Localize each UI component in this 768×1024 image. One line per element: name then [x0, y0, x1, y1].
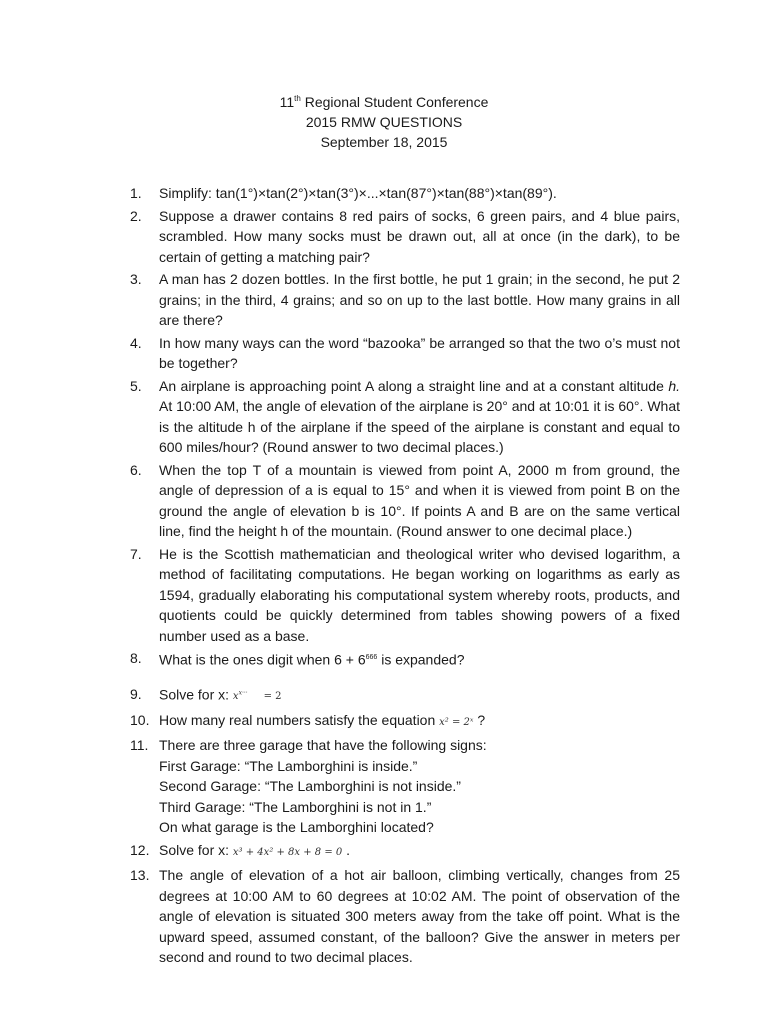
question-number: 11.: [130, 737, 149, 754]
garage-sign-3: Third Garage: “The Lamborghini is not in 1.”: [159, 798, 432, 815]
question-number: 9.: [130, 686, 142, 703]
question-number: 3.: [130, 271, 142, 287]
garage-sign-1: First Garage: “The Lamborghini is inside.”: [159, 757, 418, 774]
question-text: In how many ways can the word “bazooka” be arranged so that the two o’s must not be together?: [159, 334, 680, 371]
question-10: [130, 710, 680, 734]
equation: x³ + 4x² + 8x + 8 = 0: [232, 846, 343, 858]
exponent: 666: [365, 654, 378, 661]
question-text: An airplane is approaching point A along a straight line and at a constant altitude h. At 10:00 AM, the angle of elevation of the airplane is 20° and at 10:01 it is 60°. What is the altitude h of the airplane if the speed of the airplane is constant and equal to 600 miles/hour? (Round answer to two decimal places.): [159, 377, 680, 455]
question-number: 1.: [130, 185, 142, 201]
question-text: Solve for x: $x^{x\cdot\cdot\cdot}$ = 2: [159, 686, 282, 703]
question-text: How many real numbers satisfy the equation x² = 2ˣ ?: [159, 711, 486, 728]
question-text: A man has 2 dozen bottles. In the first bottle, he put 1 grain; in the second, he put 2 grains; in the third, 4 grains; and so on up to the last bottle. How many grains in all are there?: [159, 271, 680, 328]
question-text: When the top T of a mountain is viewed from point A, 2000 m from ground, the angle of depression of a is equal to 15° and when it is viewed from point B on the ground the angle of elevation b is 10°. If points A and B are on the same vertical line, find the height h of the mountain. (Round answer to one decimal place.): [159, 461, 680, 539]
question-number: 13.: [130, 867, 150, 884]
conference-title: 11th Regional Student Conference: [279, 94, 489, 110]
question-number: 10.: [130, 711, 150, 728]
question-text: The angle of elevation of a hot air balloon, climbing vertically, changes from 25 degrees at 10:00 AM to 60 degrees at 10:02 AM. The point of observation of the angle of elevation is situated 300 meters away from the take off point. What is the upward speed, assumed constant, of the balloon? Give the answer in meters per second and round to two decimal places.: [159, 867, 680, 966]
ordinal-superscript: th: [294, 94, 301, 103]
question-intro: There are three garage that have the following signs:: [159, 737, 487, 754]
question-11: [130, 735, 680, 838]
variable-h: h.: [668, 377, 680, 394]
question-1: [130, 183, 680, 204]
question-13: [130, 865, 680, 968]
question-9: [130, 684, 680, 708]
question-7: [130, 544, 680, 647]
question-number: 6.: [130, 461, 142, 478]
question-text: What is the ones digit when $6 + 6^{666}$ is expanded?: [159, 651, 465, 668]
question-text: Solve for x: x³ + 4x² + 8x + 8 = 0 .: [159, 841, 351, 858]
equation: $x^{x\cdot\cdot\cdot}$ = 2: [232, 690, 282, 703]
question-text: Suppose a drawer contains 8 red pairs of socks, 6 green pairs, and 4 blue pairs, scrambled. How many socks must be drawn out, all at once (in the dark), to be certain of getting a matching pair?: [159, 207, 680, 265]
question-number: 4.: [130, 334, 142, 351]
question-text: [159, 735, 680, 838]
question-3: [130, 269, 680, 331]
question-8: [130, 648, 680, 670]
equation: x² = 2ˣ: [439, 716, 474, 728]
question-prompt: On what garage is the Lamborghini located?: [159, 819, 434, 836]
question-text: Simplify: tan(1°)×tan(2°)×tan(3°)×...×tan(87°)×tan(88°)×tan(89°).: [159, 185, 557, 201]
question-2: [130, 206, 680, 268]
document-date: September 18, 2015: [320, 134, 448, 150]
question-number: 8.: [130, 650, 142, 666]
garage-sign-2: Second Garage: “The Lamborghini is not inside.”: [159, 778, 461, 795]
question-5: [130, 376, 680, 458]
question-number: 2.: [130, 207, 142, 224]
question-list: [130, 183, 680, 968]
question-12: [130, 840, 680, 864]
document-header: [0, 92, 768, 152]
question-number: 12.: [130, 841, 150, 858]
question-number: 5.: [130, 377, 142, 394]
question-4: [130, 333, 680, 374]
question-text: He is the Scottish mathematician and theological writer who devised logarithm, a method of facilitating computations. He began working on logarithms as early as 1594, gradually elaborating his computational system whereby roots, products, and quotients could be quickly determined from tables showing powers of a fixed number used as a base.: [159, 545, 680, 644]
question-6: [130, 460, 680, 542]
document-title: 2015 RMW QUESTIONS: [305, 114, 463, 130]
question-number: 7.: [130, 545, 142, 562]
